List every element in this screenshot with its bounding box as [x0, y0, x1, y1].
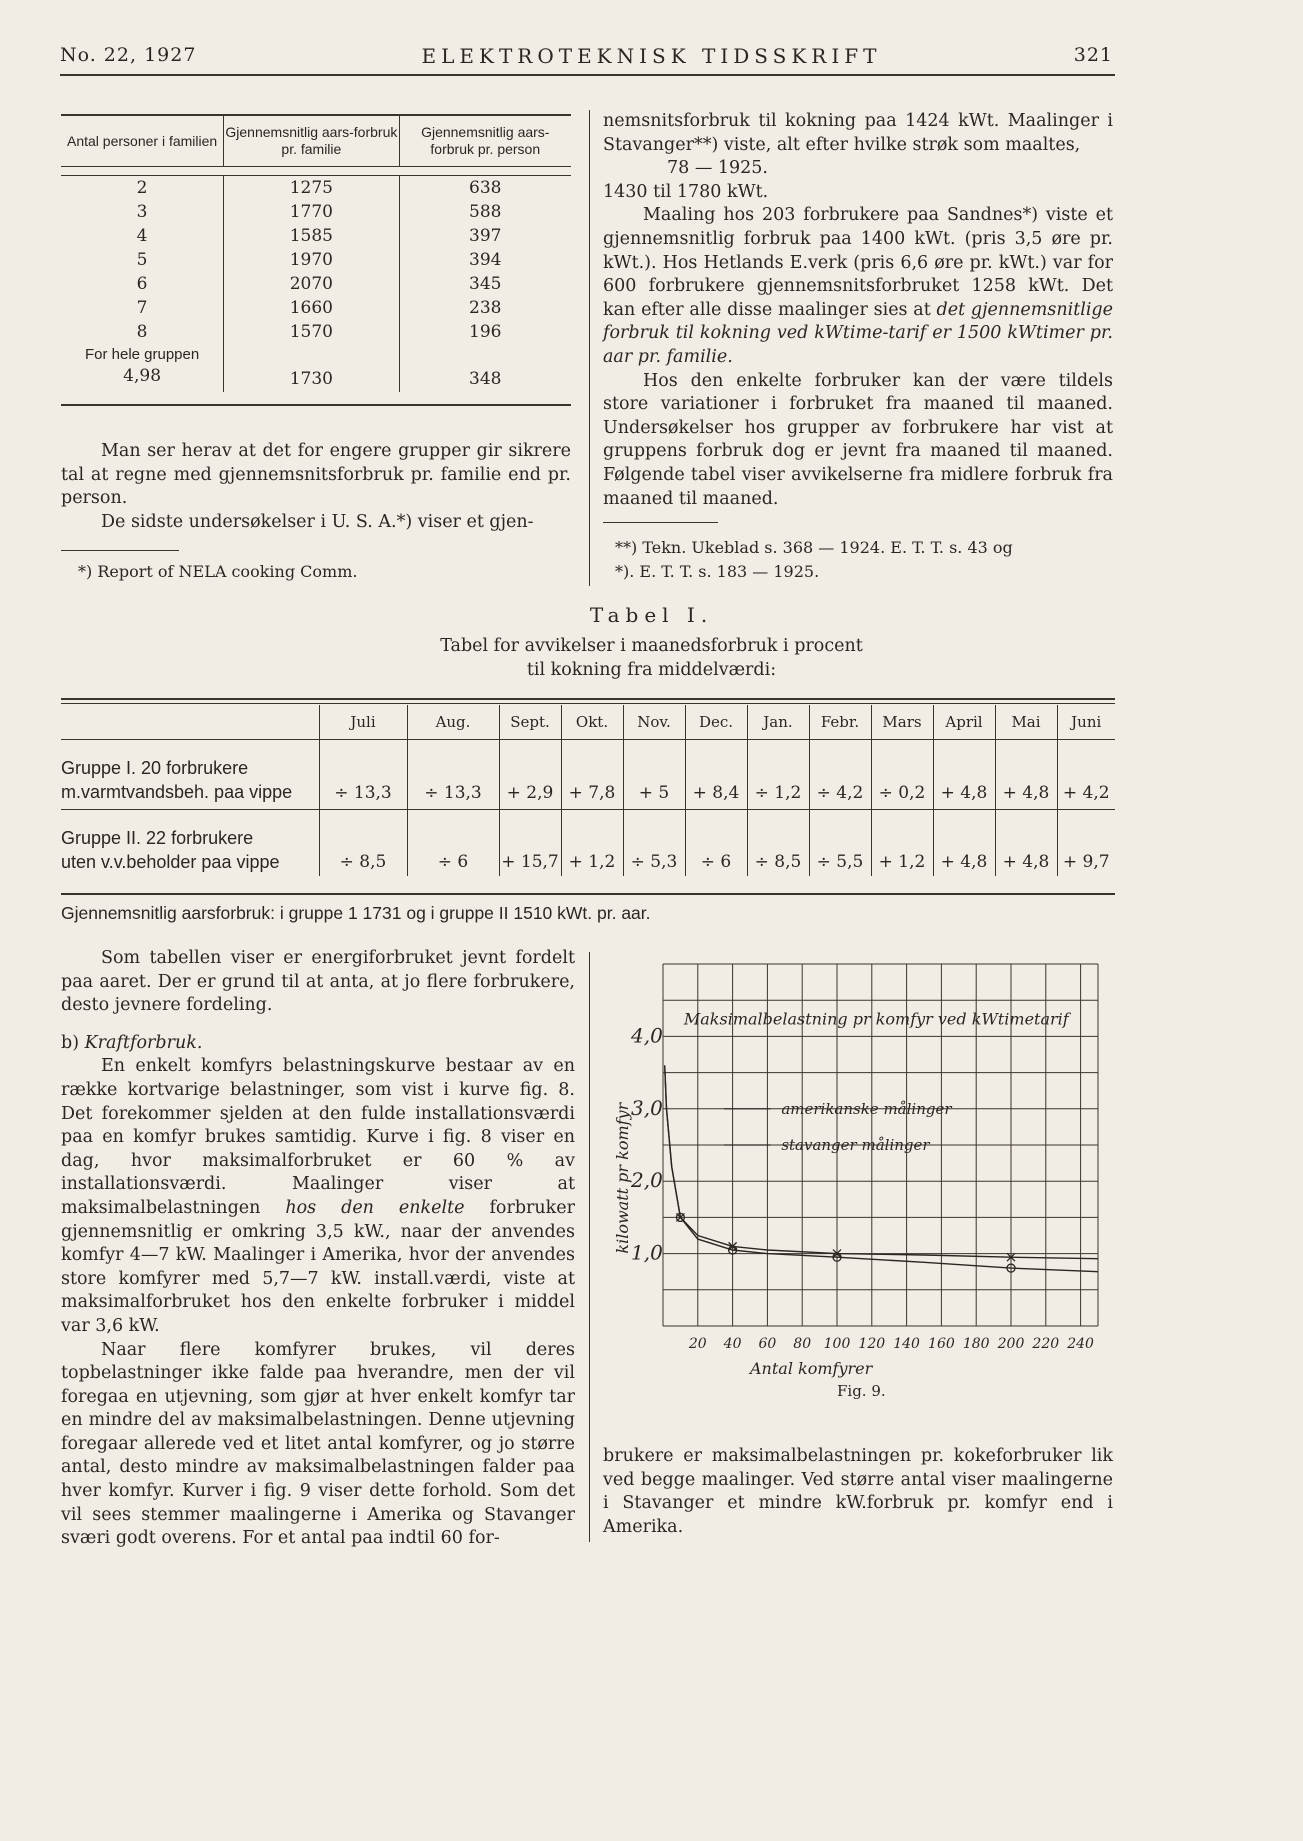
y-tick-label: 3,0: [631, 1095, 663, 1120]
table-header: [61, 116, 571, 167]
household-consumption-table: [61, 116, 571, 392]
table-row: 6 2070 345: [61, 272, 571, 296]
month-header-cell: Mars: [871, 705, 933, 740]
paragraph: De sidste undersøkelser i U. S. A.*) viser et gjen-: [101, 511, 534, 532]
table-row: 2 1275 638: [61, 176, 571, 200]
table-total-row: 4,98 1730 348: [61, 366, 571, 392]
x-tick-label: 80: [793, 1336, 812, 1352]
x-tick-label: 20: [688, 1336, 707, 1352]
deviation-table: [61, 705, 1115, 876]
series-line-2: [665, 1065, 1098, 1271]
paragraph: brukere er maksimalbelastningen pr. kokeforbruker lik ved begge maalinger. Ved større antal viser maalingerne i Stavanger et mindre kW.forbruk pr. komfyr end i Amerika.: [603, 1446, 1113, 1537]
paragraph: nemsnitsforbruk til kokning paa 1424 kWt. Maalinger i Stavanger**) viste, alt efter hvilke strøk som maaltes,: [603, 111, 1113, 155]
y-tick-label: 4,0: [631, 1023, 663, 1048]
header-rule: [60, 74, 1115, 76]
table-title: Tabel I.: [589, 603, 714, 627]
series-line-1: [665, 1065, 1098, 1258]
x-tick-label: 140: [893, 1336, 920, 1352]
legend-label: stavanger målinger: [781, 1136, 930, 1154]
table-total-label-row: [61, 344, 571, 366]
table-row: 3 1770 588: [61, 200, 571, 224]
x-tick-label: 100: [823, 1336, 851, 1352]
chart-labels: [613, 1009, 1094, 1400]
figure-caption: Fig. 9.: [837, 1382, 886, 1400]
y-axis-label: kilowatt pr komfyr: [613, 1102, 632, 1254]
paragraph: Naar flere komfyrer brukes, vil deres topbelastninger ikke falde paa hverandre, men der vil foregaa en utjevning, som gjør at hver enkelt komfyr tar en mindre del av maksimalbelastningen. Denne utjevning foregaar allerede ved et litet antal komfyrer, og jo større antal, desto mindre av maksimalbelastningen falder paa hver komfyr. Kurver i fig. 9 viser dette forhold. Som det vil sees stemmer maalingerne i Amerika og Stavanger sværi godt overens. For et antal paa indtil 60 for-: [61, 1339, 575, 1549]
month-header-cell: Aug.: [407, 705, 499, 740]
month-header: [61, 705, 1115, 740]
header-persons: Antal personer i familien: [67, 132, 218, 149]
table-row: 5 1970 394: [61, 248, 571, 272]
month-header-cell: Febr.: [809, 705, 871, 740]
table-row: 4 1585 397: [61, 224, 571, 248]
month-header-cell: Mai: [995, 705, 1057, 740]
month-header-cell: Nov.: [623, 705, 685, 740]
x-tick-label: 60: [758, 1336, 777, 1352]
header-person: Gjennemsnitlig aars-forbruk pr. person: [399, 116, 571, 167]
lower-right-text: [603, 1445, 1113, 1539]
month-header-cell: April: [933, 705, 995, 740]
fig9-chart: [600, 950, 1115, 1415]
paragraph: Maaling hos 203 forbrukere paa Sandnes*) viste et gjennemsnitlig forbruk paa 1400 kWt. (pris 3,5 øre pr. kWt.). Hos Hetlands E.verk (pris 6,6 øre pr. kWt.) var for 600 forbrukere gjennemsnitsforbruket 1258 kWt. Det kan efter alle disse maalinger sies at det gjennemsnitlige forbruk til kokning ved kWtime-tarif er 1500 kWtimer pr. aar pr. familie.: [603, 205, 1113, 367]
journal-title: ELEKTROTEKNISK TIDSSKRIFT: [421, 44, 882, 68]
column-divider-top: [589, 110, 590, 586]
table-row: Gruppe I. 20 forbrukere m.varmtvandsbeh. paa vippe ÷ 13,3 ÷ 13,3 + 2,9 + 7,8 + 5 + 8,4 ÷ 1,2 ÷ 4,2 ÷ 0,2 + 4,8 + 4,8 + 4,2: [61, 752, 1115, 810]
page-number: 321: [1073, 44, 1113, 66]
month-header-cell: Sept.: [499, 705, 561, 740]
journal-issue: No. 22, 1927: [60, 44, 197, 66]
x-tick-label: 240: [1067, 1336, 1094, 1352]
month-header-cell: Juni: [1057, 705, 1115, 740]
x-axis-label: Antal komfyrer: [750, 1359, 873, 1378]
group-label: Gruppe II. 22 forbrukere uten v.v.beholder paa vippe: [61, 827, 280, 872]
table-caption: Tabel for avvikelser i maanedsforbruk i procent: [440, 636, 863, 656]
footnotes: **) Tekn. Ukeblad s. 368 — 1924. E. T. T. s. 43 og *). E. T. T. s. 183 — 1925.: [615, 538, 1013, 581]
month-header-cell: Juli: [319, 705, 407, 740]
x-tick-label: 120: [858, 1336, 886, 1352]
table-row: 7 1660 238: [61, 296, 571, 320]
group-label: Gruppe I. 20 forbrukere m.varmtvandsbeh. paa vippe: [61, 758, 293, 803]
paragraph: Som tabellen viser er energiforbruket jevnt fordelt paa aaret. Der er grund til at anta, at jo flere forbrukere, desto jevnere fordeling.: [61, 948, 575, 1016]
month-header-cell: Okt.: [561, 705, 623, 740]
paragraph: Hos den enkelte forbruker kan der være tildels store variationer i forbruket fra maaned til maaned. Undersøkelser hos grupper av forbrukere har vist at gruppens forbruk dog er jevnt fra maaned til maaned. Følgende tabel viser avvikelserne fra midlere forbruk fra maaned til maaned.: [603, 370, 1113, 509]
table-caption: til kokning fra middelværdi:: [526, 660, 777, 680]
table-summary: Gjennemsnitlig aarsforbruk: i gruppe 1 1731 og i gruppe II 1510 kWt. pr. aar.: [61, 903, 651, 923]
x-tick-label: 220: [1032, 1336, 1060, 1352]
x-tick-label: 200: [997, 1336, 1025, 1352]
section-heading: b) Kraftforbruk.: [61, 1032, 203, 1053]
lower-left-text: [61, 947, 575, 1551]
month-header-cell: Jan.: [747, 705, 809, 740]
x-tick-label: 40: [723, 1336, 742, 1352]
footnote: *) Report of NELA cooking Comm.: [78, 562, 358, 581]
y-tick-label: 1,0: [631, 1240, 663, 1265]
y-tick-label: 2,0: [631, 1168, 663, 1193]
month-header-cell: Dec.: [685, 705, 747, 740]
left-column-text: [61, 440, 571, 534]
chart-series: [665, 1065, 1098, 1272]
chart-title: Maksimalbelastning pr komfyr ved kWtimetarif: [683, 1009, 1069, 1029]
legend-label: amerikanske målinger: [781, 1099, 952, 1118]
total-label: For hele gruppen: [84, 346, 200, 363]
paragraph: Man ser herav at det for engere grupper gir sikrere tal at regne med gjennemsnitsforbruk pr. familie end pr. person.: [61, 441, 571, 509]
header-family: Gjennemsnitlig aars-forbruk pr. familie: [224, 116, 399, 167]
paragraph: En enkelt komfyrs belastningskurve bestaar av en række kortvarige belastninger, som vist i kurve fig. 8. Det forekommer sjelden at den fulde installationsværdi paa en komfyr brukes samtidig. Kurve i fig. 8 viser en dag, hvor maksimalforbruket er 60 % av installationsværdi. Maalinger viser at maksimalbelastningen hos den enkelte forbruker gjennemsnitlig er omkring 3,5 kW., naar der anvendes komfyr 4—7 kW. Maalinger i Amerika, hvor der anvendes store komfyrer med 5,7—7 kW. install.værdi, viste at maksimalforbruket hos den enkelte forbruker i middel var 3,6 kW.: [61, 1056, 575, 1336]
table-row: 8 1570 196: [61, 320, 571, 344]
table-row: Gruppe II. 22 forbrukere uten v.v.beholder paa vippe ÷ 8,5 ÷ 6 + 15,7 + 1,2 ÷ 5,3 ÷ 6 ÷ 8,5 ÷ 5,5 + 1,2 + 4,8 + 4,8 + 9,7: [61, 824, 1115, 876]
right-column-text: nemsnitsforbruk til kokning paa 1424 kWt. Maalinger i Stavanger**) viste, alt efter hvilke strøk som maaltes, 78 — 1925. 1430 til 1780 kWt. Maaling hos 203 forbrukere paa Sandnes*) viste et gjennemsnitlig forbruk paa 1400 kWt. (pris 3,5 øre pr. kWt.). Hos Hetlands E.verk (pris 6,6 øre pr. kWt.) var for 600 forbrukere gjennemsnitsforbruket 1258 kWt. Det kan efter alle disse maalinger sies at det gjennemsnitlige forbruk til kokning ved kWtime-tarif er 1500 kWtimer pr. aar pr. familie. Hos den enkelte forbruker kan der være tildels store variationer i forbruket fra maaned til maaned. Undersøkelser hos grupper av forbrukere har vist at gruppens forbruk dog er jevnt fra maaned til maaned. Følgende tabel viser avvikelserne fra midlere forbruk fra maaned til maaned.: [603, 110, 1113, 511]
x-tick-label: 160: [928, 1336, 955, 1352]
x-tick-label: 180: [962, 1336, 990, 1352]
